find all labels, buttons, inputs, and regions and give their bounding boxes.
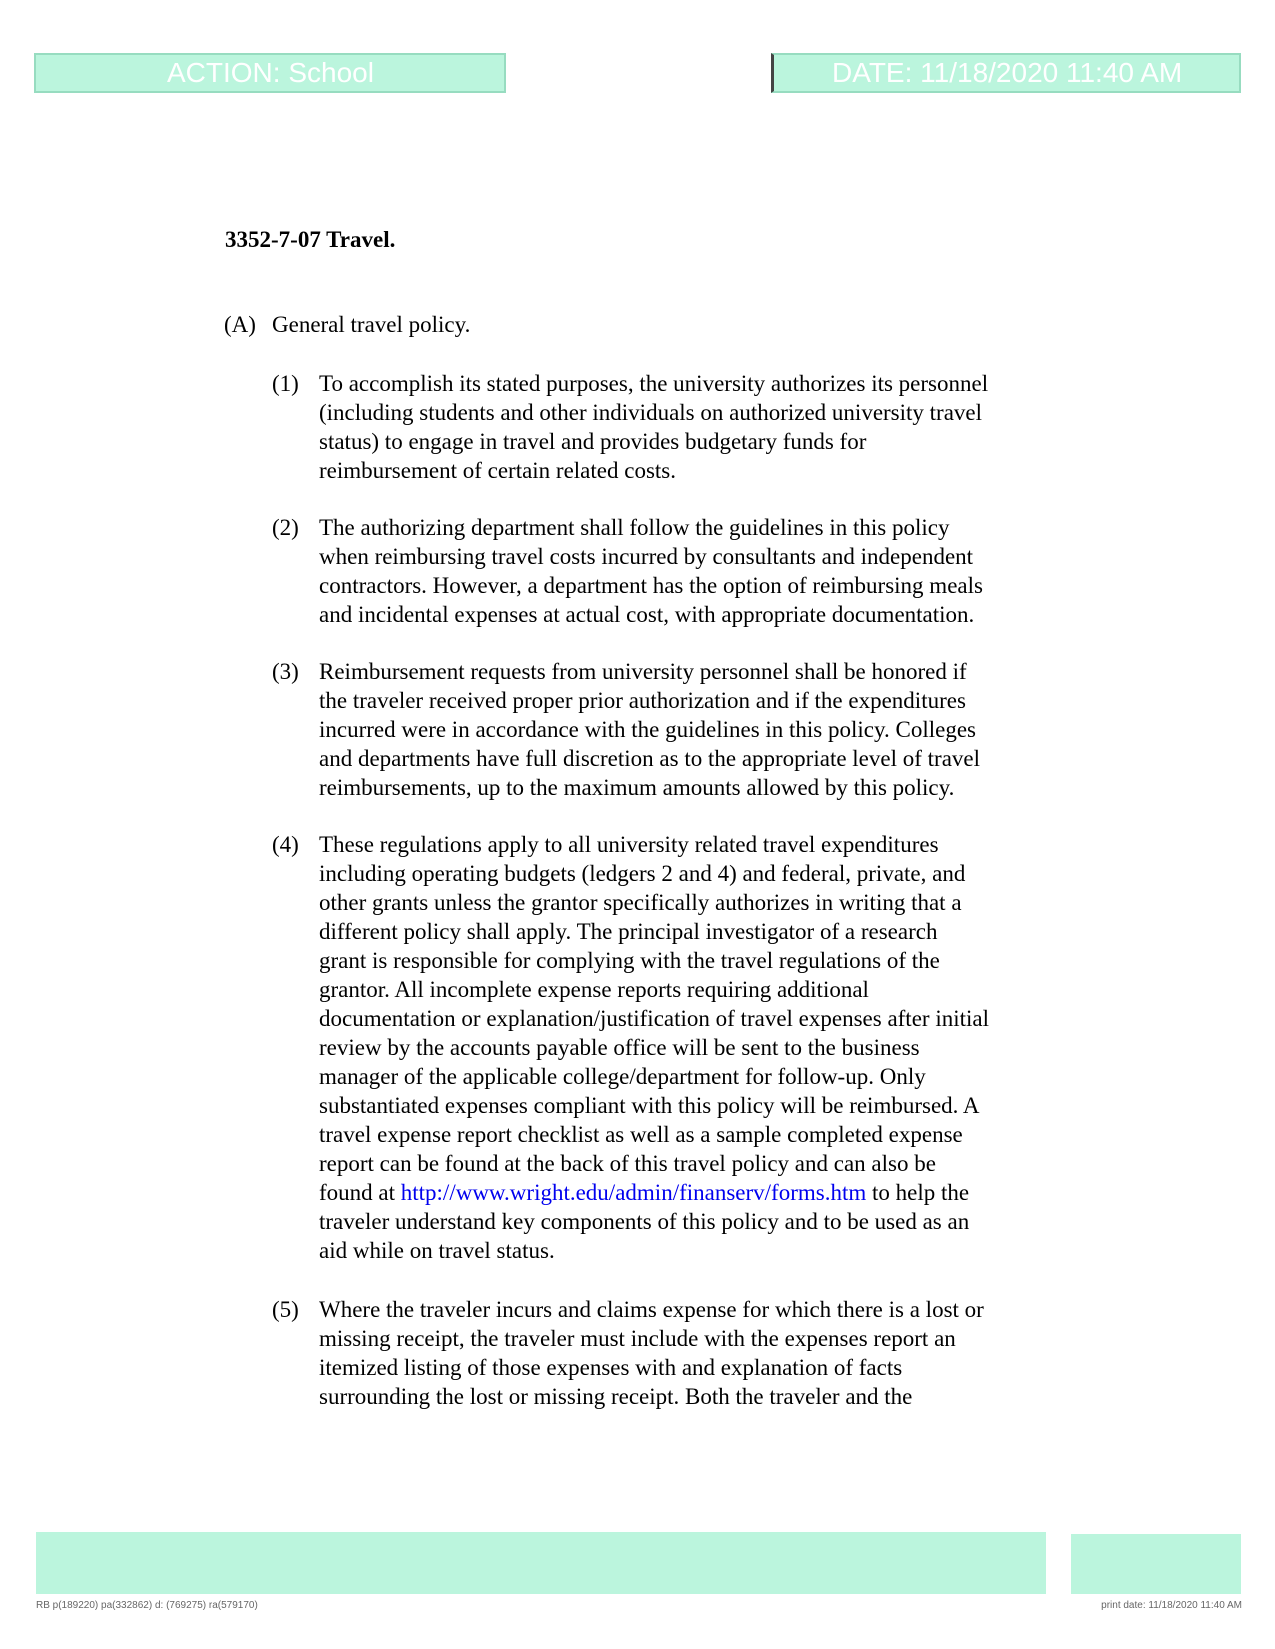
paragraph-text: Where the traveler incurs and claims expense for which there is a lost or missing receipt, the traveler must include with the expenses report an itemized listing of those expenses with and explanation of facts surrounding the lost or missing receipt. Both the traveler and the <box>319 1297 984 1409</box>
paragraph-number: (5) <box>272 1297 299 1322</box>
footer-box-right <box>1071 1534 1241 1594</box>
paragraph-number: (1) <box>272 371 299 396</box>
paragraph-number: (2) <box>272 515 299 540</box>
paragraph-3 <box>272 657 1072 802</box>
footer-code: RB p(189220) pa(332862) d: (769275) ra(579170) <box>36 1600 258 1611</box>
paragraph-2 <box>272 513 1072 629</box>
paragraph-text-after-link: to help the traveler understand key components of this policy and to be used as an aid while on travel status. <box>319 1180 970 1263</box>
paragraph-4 <box>272 830 1072 1265</box>
paragraph-number: (4) <box>272 832 299 857</box>
date-field: DATE: 11/18/2020 11:40 AM <box>771 53 1241 93</box>
paragraph-text: To accomplish its stated purposes, the university authorizes its personnel (including students and other individuals on authorized university travel status) to engage in travel and provides budgetary funds for reimbursement of certain related costs. <box>319 371 989 483</box>
footer-box-left <box>36 1532 1046 1594</box>
section-text: General travel policy. <box>272 312 471 337</box>
paragraph-text <box>319 830 1072 1265</box>
section-heading <box>224 311 470 339</box>
footer-print-date: print date: 11/18/2020 11:40 AM <box>1101 1600 1242 1611</box>
paragraph-5 <box>272 1295 1072 1411</box>
paragraph-text: The authorizing department shall follow the guidelines in this policy when reimbursing travel costs incurred by consultants and independent contractors. However, a department has the option of reimbursing meals and incidental expenses at actual cost, with appropriate documentation. <box>319 515 983 627</box>
paragraph-number: (3) <box>272 659 299 684</box>
paragraph-text-before-link: These regulations apply to all university related travel expenditures including operating budgets (ledgers 2 and 4) and federal, private, and other grants unless the grantor specifically authorizes in writing that a different policy shall apply. The principal investigator of a research grant is responsible for complying with the travel regulations of the grantor. All incomplete expense reports requiring additional documentation or explanation/justification of travel expenses after initial review by the accounts payable office will be sent to the business manager of the applicable college/department for follow-up. Only substantiated expenses compliant with this policy will be reimbursed. A travel expense report checklist as well as a sample completed expense report can be found at the back of this travel policy and can also be found at <box>319 832 989 1205</box>
section-label: (A) <box>224 312 256 337</box>
rule-title: 3352-7-07 Travel. <box>225 227 396 252</box>
paragraph-1 <box>272 369 1072 485</box>
action-field: ACTION: School <box>34 53 506 93</box>
paragraph-text: Reimbursement requests from university personnel shall be honored if the traveler received proper prior authorization and if the expenditures incurred were in accordance with the guidelines in this policy. Colleges and departments have full discretion as to the appropriate level of travel reimbursements, up to the maximum amounts allowed by this policy. <box>319 659 981 800</box>
forms-link[interactable]: http://www.wright.edu/admin/finanserv/forms.htm <box>400 1180 867 1205</box>
